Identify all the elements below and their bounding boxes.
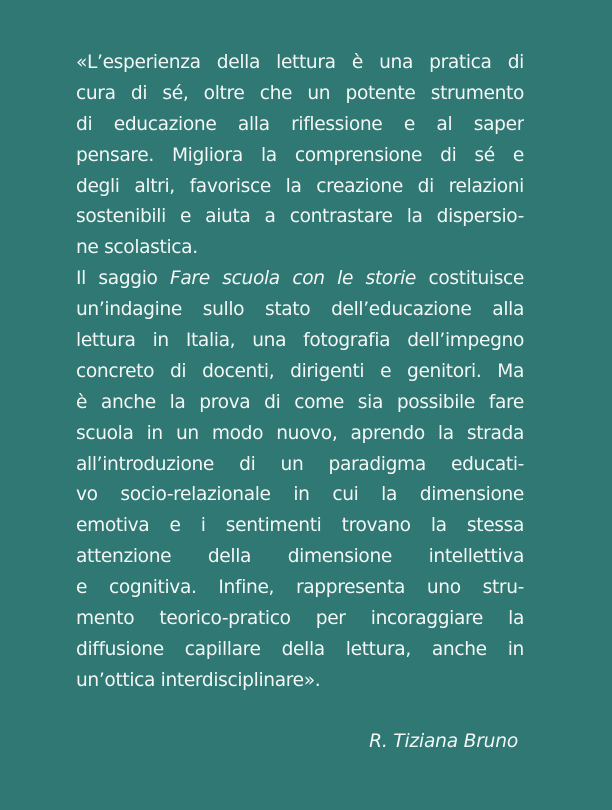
- book-title: Fare scuola con le storie: [170, 268, 417, 290]
- text-line: sostenibili e aiuta a contrastare la dispersio-: [76, 206, 524, 228]
- text-line: [76, 264, 524, 295]
- text-line: un’indagine sullo stato dell’educazione alla: [76, 299, 524, 321]
- text-line: è anche la prova di come sia possibile fare: [76, 391, 524, 413]
- text-line: scuola in un modo nuovo, aprendo la strada: [76, 422, 524, 444]
- text-line: diffusione capillare della lettura, anche in: [76, 638, 524, 660]
- text-line: concreto di docenti, dirigenti e genitori. Ma: [76, 360, 524, 382]
- text-line: cura di sé, oltre che un potente strumento: [76, 82, 524, 104]
- text-line: emotiva e i sentimenti trovano la stessa: [76, 515, 524, 537]
- author-signature: R. Tiziana Bruno: [369, 731, 518, 752]
- text-line: di educazione alla riflessione e al saper: [76, 113, 524, 135]
- text-line: degli altri, favorisce la creazione di relazioni: [76, 175, 524, 197]
- text-line: lettura in Italia, una fotografia dell’impegno: [76, 330, 524, 352]
- text-line: ne scolastica.: [76, 237, 198, 259]
- text-fragment: costituisce: [416, 268, 524, 290]
- text-line: attenzione della dimensione intellettiva: [76, 546, 524, 568]
- text-line: vo socio-relazionale in cui la dimensione: [76, 484, 524, 506]
- text-line: un’ottica interdisciplinare».: [76, 669, 321, 691]
- text-line: e cognitiva. Infine, rappresenta uno stru-: [76, 577, 524, 599]
- text-line: «L’esperienza della lettura è una pratica di: [76, 52, 524, 73]
- text-line: all’introduzione di un paradigma educati-: [76, 453, 524, 475]
- text-line: pensare. Migliora la comprensione di sé e: [76, 144, 524, 166]
- quote-text: [76, 48, 524, 697]
- text-fragment: Il saggio: [76, 268, 171, 290]
- text-line: mento teorico-pratico per incoraggiare la: [76, 608, 524, 630]
